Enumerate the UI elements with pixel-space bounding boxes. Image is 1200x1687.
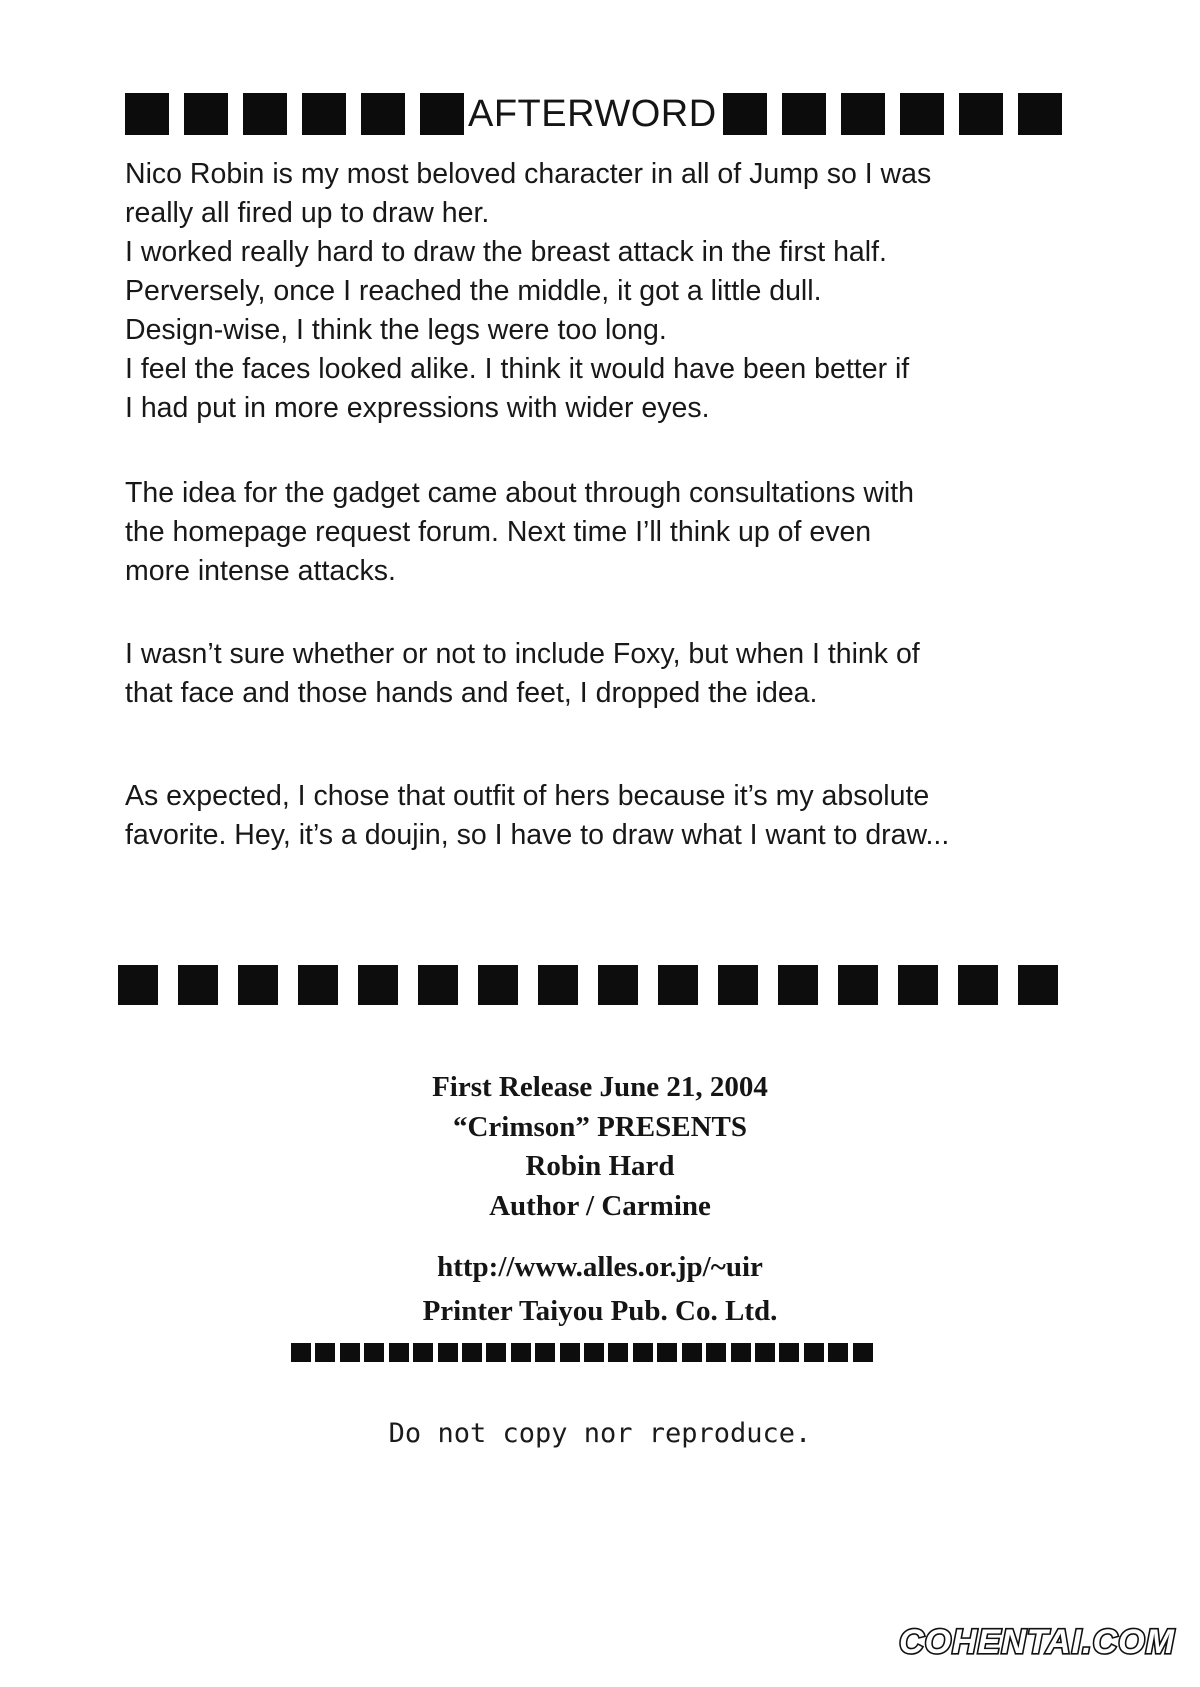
- website-url: http://www.alles.or.jp/~uir: [437, 1251, 763, 1283]
- header-block: [841, 93, 885, 135]
- divider-block: [511, 1343, 531, 1362]
- divider-block: [608, 1343, 628, 1362]
- header-block: [782, 93, 826, 135]
- text-line: the homepage request forum. Next time I’ll think up of even: [125, 516, 872, 548]
- divider-block: [389, 1343, 409, 1362]
- afterword-header: [125, 92, 1055, 136]
- text-line: I feel the faces looked alike. I think it would have been better if: [125, 353, 910, 385]
- text-line: that face and those hands and feet, I dropped the idea.: [125, 677, 818, 709]
- divider-block: [853, 1343, 873, 1362]
- header-block: [723, 93, 767, 135]
- header-block: [900, 93, 944, 135]
- divider-block: [358, 965, 398, 1005]
- text-line: I worked really hard to draw the breast attack in the first half.: [125, 236, 887, 268]
- copy-notice: Do not copy nor reproduce.: [388, 1418, 812, 1449]
- divider-block: [340, 1343, 360, 1362]
- divider-block: [178, 965, 218, 1005]
- divider-block: [898, 965, 938, 1005]
- divider-block: [438, 1343, 458, 1362]
- divider-block: [633, 1343, 653, 1362]
- divider-block: [291, 1343, 311, 1362]
- divider-block: [657, 1343, 677, 1362]
- divider-block: [364, 1343, 384, 1362]
- divider-block: [779, 1343, 799, 1362]
- header-block: [125, 93, 169, 135]
- header-block: [302, 93, 346, 135]
- header-block: [420, 93, 464, 135]
- divider-block: [118, 965, 158, 1005]
- text-line: I had put in more expressions with wider eyes.: [125, 392, 710, 424]
- header-blocks-right: [723, 93, 1062, 135]
- divider-block: [804, 1343, 824, 1362]
- text-line: Perversely, once I reached the middle, it got a little dull.: [125, 275, 822, 307]
- colophon: [0, 1068, 1200, 1226]
- afterword-title: AFTERWORD: [468, 93, 717, 135]
- text-line: really all fired up to draw her.: [125, 197, 490, 229]
- text-line: favorite. Hey, it’s a doujin, so I have to draw what I want to draw...: [125, 819, 950, 851]
- book-title: Robin Hard: [525, 1150, 675, 1182]
- watermark-text: COHENTAI.COM: [899, 1623, 1175, 1661]
- release-date: First Release June 21, 2004: [432, 1071, 768, 1103]
- publisher-info: [0, 1245, 1200, 1333]
- divider-block: [598, 965, 638, 1005]
- divider-block: [658, 965, 698, 1005]
- divider-block: [413, 1343, 433, 1362]
- divider-block: [706, 1343, 726, 1362]
- afterword-paragraph-4: [125, 777, 1085, 855]
- text-line: As expected, I chose that outfit of hers because it’s my absolute: [125, 780, 930, 812]
- divider-block: [778, 965, 818, 1005]
- header-block: [184, 93, 228, 135]
- divider-block: [418, 965, 458, 1005]
- text-line: I wasn’t sure whether or not to include Foxy, but when I think of: [125, 638, 920, 670]
- divider-block: [755, 1343, 775, 1362]
- divider-block: [718, 965, 758, 1005]
- divider-block: [731, 1343, 751, 1362]
- circle-presents: “Crimson” PRESENTS: [452, 1110, 748, 1143]
- printer-line: Printer Taiyou Pub. Co. Ltd.: [422, 1295, 778, 1327]
- divider-block: [584, 1343, 604, 1362]
- divider-block: [538, 965, 578, 1005]
- header-block: [361, 93, 405, 135]
- divider-block: [486, 1343, 506, 1362]
- afterword-paragraph-2: [125, 474, 1085, 591]
- divider-block: [828, 1343, 848, 1362]
- divider-block: [682, 1343, 702, 1362]
- divider-block: [535, 1343, 555, 1362]
- text-line: The idea for the gadget came about through consultations with: [125, 477, 915, 509]
- divider-block: [478, 965, 518, 1005]
- divider-block: [238, 965, 278, 1005]
- divider-block: [298, 965, 338, 1005]
- afterword-paragraph-3: [125, 635, 1085, 713]
- text-line: more intense attacks.: [125, 555, 396, 587]
- author-line: Author / Carmine: [489, 1189, 711, 1222]
- header-block: [1018, 93, 1062, 135]
- divider-block: [315, 1343, 335, 1362]
- header-block: [959, 93, 1003, 135]
- block-divider-small: [291, 1343, 873, 1362]
- divider-block: [560, 1343, 580, 1362]
- text-line: Nico Robin is my most beloved character in all of Jump so I was: [125, 158, 932, 190]
- divider-block: [462, 1343, 482, 1362]
- divider-block: [1018, 965, 1058, 1005]
- divider-block: [838, 965, 878, 1005]
- afterword-paragraph-1: [125, 155, 1085, 428]
- site-watermark-logo: [892, 1615, 1182, 1665]
- header-blocks-left: [125, 93, 464, 135]
- block-divider-large: [118, 965, 1058, 1005]
- text-line: Design-wise, I think the legs were too long.: [125, 314, 667, 346]
- header-block: [243, 93, 287, 135]
- divider-block: [958, 965, 998, 1005]
